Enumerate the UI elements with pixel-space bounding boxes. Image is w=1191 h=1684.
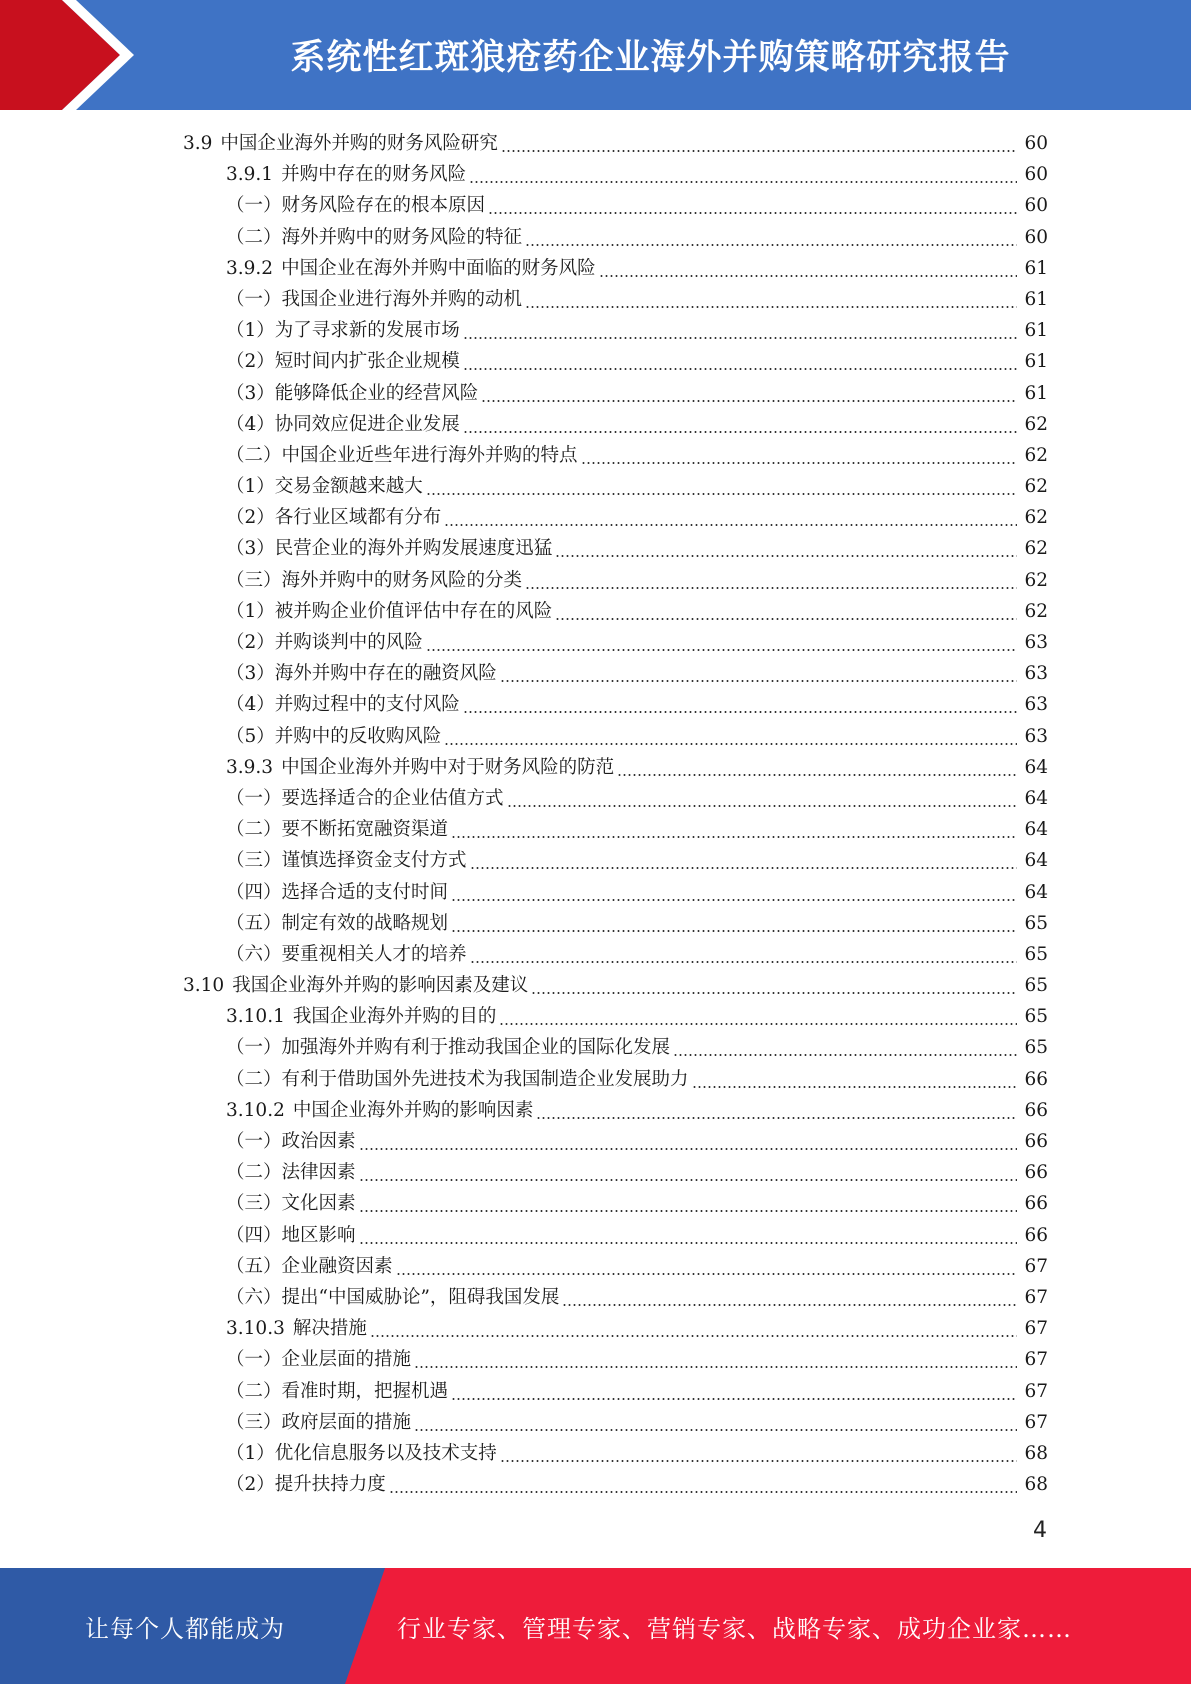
toc-entry-page: 61 — [1024, 257, 1048, 279]
toc-entry[interactable] — [0, 1313, 1191, 1344]
toc-entry[interactable] — [0, 565, 1191, 596]
toc-entry-page: 65 — [1024, 943, 1048, 965]
toc-entry-label: （五）制定有效的战略规划 — [226, 912, 449, 934]
toc-entry-title — [226, 409, 463, 440]
toc-entry[interactable] — [0, 596, 1191, 627]
toc-entry[interactable] — [0, 814, 1191, 845]
toc-entry-page: 65 — [1024, 1037, 1048, 1059]
toc-entry-title — [226, 1344, 414, 1375]
toc-entry-title — [226, 1438, 500, 1469]
dot-leader — [414, 1407, 1017, 1438]
dot-leader — [525, 222, 1017, 253]
toc-entry[interactable] — [0, 1064, 1191, 1095]
toc-entry-page: 66 — [1024, 1099, 1048, 1121]
toc-entry[interactable] — [0, 190, 1191, 221]
toc-entry-title — [226, 1064, 692, 1095]
toc-entry-page: 67 — [1024, 1318, 1048, 1340]
toc-entry-label: （二）看准时期，把握机遇 — [226, 1380, 449, 1402]
dot-leader — [581, 440, 1017, 471]
toc-entry[interactable] — [0, 1282, 1191, 1313]
toc-entry-title — [226, 908, 451, 939]
dot-leader — [463, 409, 1017, 440]
toc-entry-page: 64 — [1024, 850, 1048, 872]
toc-entry-title — [226, 783, 507, 814]
toc-entry[interactable] — [0, 1251, 1191, 1282]
dot-leader — [617, 752, 1017, 783]
toc-entry-title — [226, 222, 525, 253]
toc-entry[interactable] — [0, 689, 1191, 720]
toc-entry-label: （二）法律因素 — [226, 1162, 356, 1184]
toc-entry-label: （5）并购中的反收购风险 — [226, 725, 442, 747]
dot-leader — [555, 596, 1017, 627]
dot-leader — [507, 783, 1017, 814]
toc-entry-title — [226, 1407, 414, 1438]
toc-entry-page: 64 — [1024, 787, 1048, 809]
toc-entry-label: （六）要重视相关人才的培养 — [226, 943, 467, 965]
toc-entry-page: 66 — [1024, 1224, 1048, 1246]
dot-leader — [500, 658, 1017, 689]
toc-entry[interactable] — [0, 378, 1191, 409]
toc-entry-label: 中国企业在海外并购中面临的财务风险 — [281, 257, 596, 279]
toc-entry-label: （三）文化因素 — [226, 1193, 356, 1215]
toc-entry[interactable] — [0, 1126, 1191, 1157]
dot-leader — [463, 315, 1017, 346]
toc-entry-title — [226, 596, 555, 627]
toc-entry-title — [226, 1032, 673, 1063]
toc-entry-title — [226, 315, 463, 346]
dot-leader — [531, 970, 1017, 1001]
toc-entry-label: （2）各行业区域都有分布 — [226, 507, 442, 529]
toc-entry[interactable] — [0, 1344, 1191, 1375]
toc-entry-page: 64 — [1024, 756, 1048, 778]
toc-entry-label: （4）并购过程中的支付风险 — [226, 694, 460, 716]
table-of-contents — [0, 128, 1191, 1500]
toc-entry-title — [226, 440, 581, 471]
toc-entry-label: （3）能够降低企业的经营风险 — [226, 382, 479, 404]
toc-entry-title — [226, 1188, 359, 1219]
toc-entry-label: （一）财务风险存在的根本原因 — [226, 195, 486, 217]
toc-entry-title — [226, 346, 463, 377]
toc-entry[interactable] — [0, 1157, 1191, 1188]
toc-entry[interactable] — [0, 315, 1191, 346]
toc-entry-page: 61 — [1024, 351, 1048, 373]
toc-entry[interactable] — [0, 1188, 1191, 1219]
toc-entry-page: 61 — [1024, 320, 1048, 342]
toc-entry-page: 68 — [1024, 1474, 1048, 1496]
toc-entry-number: 3.10 — [183, 975, 225, 997]
toc-entry[interactable] — [0, 1001, 1191, 1032]
toc-entry-page: 66 — [1024, 1131, 1048, 1152]
toc-entry-title — [226, 814, 451, 845]
dot-leader — [444, 721, 1017, 752]
toc-entry-label: （1）优化信息服务以及技术支持 — [226, 1442, 497, 1464]
toc-entry-title — [226, 471, 426, 502]
report-title: 系统性红斑狼疮药企业海外并购策略研究报告 — [290, 38, 1011, 78]
page-number: 4 — [1033, 1518, 1047, 1543]
dot-leader — [451, 908, 1017, 939]
toc-entry-label: 中国企业海外并购的财务风险研究 — [220, 133, 498, 154]
toc-entry-title — [226, 190, 488, 221]
toc-entry[interactable] — [0, 1095, 1191, 1126]
toc-entry-title — [226, 939, 470, 970]
toc-entry[interactable] — [0, 1032, 1191, 1063]
toc-entry[interactable] — [0, 1469, 1191, 1500]
dot-leader — [444, 502, 1017, 533]
toc-entry-label: 并购中存在的财务风险 — [281, 164, 467, 186]
dot-leader — [673, 1032, 1017, 1063]
toc-entry[interactable] — [0, 939, 1191, 970]
dot-leader — [525, 284, 1017, 315]
toc-entry-title — [226, 565, 525, 596]
toc-entry-label: （三）谨慎选择资金支付方式 — [226, 850, 467, 872]
toc-entry-page: 67 — [1024, 1255, 1048, 1277]
toc-entry[interactable] — [0, 159, 1191, 190]
toc-entry[interactable] — [0, 533, 1191, 564]
dot-leader — [481, 378, 1017, 409]
footer-slogan-right: 行业专家、管理专家、营销专家、战略专家、成功企业家…… — [397, 1614, 1072, 1643]
toc-entry-number: 3.10.3 — [226, 1318, 285, 1340]
dot-leader — [463, 346, 1017, 377]
toc-entry[interactable] — [0, 1220, 1191, 1251]
toc-entry-page: 65 — [1024, 975, 1048, 997]
toc-entry-number: 3.9.2 — [226, 257, 274, 279]
toc-entry-label: （3）民营企业的海外并购发展速度迅猛 — [226, 538, 553, 560]
toc-entry-page: 63 — [1024, 632, 1048, 653]
toc-entry-number: 3.9 — [183, 133, 213, 154]
dot-leader — [359, 1157, 1017, 1188]
toc-entry[interactable] — [0, 253, 1191, 284]
toc-entry-label: （一）企业层面的措施 — [226, 1349, 412, 1371]
toc-entry[interactable] — [0, 409, 1191, 440]
toc-entry-page: 65 — [1024, 912, 1048, 934]
dot-leader — [525, 565, 1017, 596]
toc-entry[interactable] — [0, 471, 1191, 502]
toc-entry-label: （二）海外并购中的财务风险的特征 — [226, 226, 523, 248]
toc-entry-page: 62 — [1024, 600, 1048, 622]
toc-entry-title — [226, 1469, 389, 1500]
toc-entry-page: 64 — [1024, 881, 1048, 903]
toc-entry[interactable] — [0, 1407, 1191, 1438]
toc-entry-page: 66 — [1024, 1193, 1048, 1215]
dot-leader — [414, 1344, 1017, 1375]
toc-entry-page: 61 — [1024, 288, 1048, 310]
toc-entry-label: （1）交易金额越来越大 — [226, 476, 423, 498]
toc-entry-title — [226, 689, 463, 720]
toc-entry-page: 65 — [1024, 1006, 1048, 1028]
toc-entry-number: 3.10.1 — [226, 1006, 285, 1028]
toc-entry-page: 67 — [1024, 1286, 1048, 1308]
footer-slogan-left: 让每个人都能成为 — [85, 1614, 285, 1643]
header-banner — [0, 0, 1191, 110]
dot-leader — [463, 689, 1017, 720]
toc-entry[interactable] — [0, 222, 1191, 253]
dot-leader — [562, 1282, 1017, 1313]
toc-entry[interactable] — [0, 783, 1191, 814]
toc-entry-title — [226, 1220, 359, 1251]
toc-entry-label: （一）政治因素 — [226, 1131, 356, 1152]
toc-entry-label: （五）企业融资因素 — [226, 1255, 393, 1277]
toc-entry-label: （2）提升扶持力度 — [226, 1474, 386, 1496]
toc-entry-title — [226, 1001, 499, 1032]
toc-entry-label: 中国企业海外并购的影响因素 — [292, 1099, 534, 1121]
toc-entry-page: 66 — [1024, 1162, 1048, 1184]
footer-banner — [0, 1568, 1191, 1684]
dot-leader — [599, 253, 1017, 284]
toc-entry-page: 67 — [1024, 1411, 1048, 1433]
dot-leader — [470, 845, 1017, 876]
toc-entry-page: 62 — [1024, 569, 1048, 591]
dot-leader — [499, 1001, 1017, 1032]
toc-entry[interactable] — [0, 1376, 1191, 1407]
dot-leader — [470, 939, 1017, 970]
toc-entry[interactable] — [0, 627, 1191, 658]
toc-entry[interactable] — [0, 284, 1191, 315]
toc-entry-title — [226, 1376, 451, 1407]
toc-entry-page: 64 — [1024, 819, 1048, 841]
toc-entry-page: 63 — [1024, 725, 1048, 747]
toc-entry[interactable] — [0, 502, 1191, 533]
toc-entry-page: 61 — [1024, 382, 1048, 404]
toc-entry-label: （六）提出“中国威胁论”，阻碍我国发展 — [226, 1286, 560, 1308]
dot-leader — [359, 1220, 1017, 1251]
toc-entry-label: （4）协同效应促进企业发展 — [226, 413, 460, 435]
dot-leader — [389, 1469, 1017, 1500]
toc-entry-title — [226, 533, 555, 564]
toc-entry-page: 63 — [1024, 694, 1048, 716]
dot-leader — [500, 1438, 1017, 1469]
toc-entry-number: 3.9.3 — [226, 756, 274, 778]
toc-entry-title — [183, 128, 501, 159]
toc-entry-title — [226, 378, 481, 409]
dot-leader — [426, 627, 1017, 658]
toc-entry-label: （三）海外并购中的财务风险的分类 — [226, 569, 523, 591]
toc-entry-title — [226, 1157, 359, 1188]
toc-entry[interactable] — [0, 658, 1191, 689]
toc-entry[interactable] — [0, 440, 1191, 471]
toc-entry-page: 60 — [1024, 164, 1048, 186]
toc-entry-page: 62 — [1024, 444, 1048, 466]
toc-entry-page: 60 — [1024, 226, 1048, 248]
toc-entry-label: （1）为了寻求新的发展市场 — [226, 320, 460, 342]
toc-entry[interactable] — [0, 970, 1191, 1001]
toc-entry-title — [226, 502, 444, 533]
toc-entry[interactable] — [0, 908, 1191, 939]
toc-entry-title — [183, 970, 531, 1001]
dot-leader — [451, 814, 1017, 845]
toc-entry-page: 67 — [1024, 1380, 1048, 1402]
toc-entry-label: （二）有利于借助国外先进技术为我国制造企业发展助力 — [226, 1068, 689, 1090]
dot-leader — [536, 1095, 1017, 1126]
toc-entry-title — [226, 721, 444, 752]
toc-entry-title — [226, 253, 599, 284]
dot-leader — [396, 1251, 1017, 1282]
dot-leader — [488, 190, 1017, 221]
toc-entry-page: 62 — [1024, 413, 1048, 435]
toc-entry-label: （二）要不断拓宽融资渠道 — [226, 819, 449, 841]
toc-entry[interactable] — [0, 346, 1191, 377]
toc-entry-label: 我国企业海外并购的影响因素及建议 — [232, 975, 529, 997]
toc-entry-title — [226, 1126, 359, 1157]
toc-entry-label: （1）被并购企业价值评估中存在的风险 — [226, 600, 553, 622]
dot-leader — [451, 1376, 1017, 1407]
dot-leader — [555, 533, 1017, 564]
toc-entry-label: （一）要选择适合的企业估值方式 — [226, 787, 504, 809]
toc-entry-number: 3.9.1 — [226, 164, 274, 186]
dot-leader — [426, 471, 1017, 502]
toc-entry-page: 62 — [1024, 476, 1048, 498]
header-red-chevron — [0, 0, 150, 110]
toc-entry-title — [226, 284, 525, 315]
toc-entry-label: （二）中国企业近些年进行海外并购的特点 — [226, 444, 578, 466]
toc-entry-title — [226, 1095, 536, 1126]
toc-entry-label: （3）海外并购中存在的融资风险 — [226, 663, 497, 685]
toc-entry-page: 60 — [1024, 195, 1048, 217]
dot-leader — [469, 159, 1017, 190]
toc-entry-title — [226, 658, 500, 689]
toc-entry-title — [226, 159, 469, 190]
toc-entry[interactable] — [0, 128, 1191, 159]
toc-entry-label: （一）我国企业进行海外并购的动机 — [226, 288, 523, 310]
toc-entry-page: 63 — [1024, 663, 1048, 685]
toc-entry-title — [226, 845, 470, 876]
toc-entry-page: 67 — [1024, 1349, 1048, 1371]
dot-leader — [692, 1064, 1017, 1095]
toc-entry-title — [226, 627, 426, 658]
toc-entry-label: （三）政府层面的措施 — [226, 1411, 412, 1433]
dot-leader — [501, 128, 1017, 159]
toc-entry-label: （一）加强海外并购有利于推动我国企业的国际化发展 — [226, 1037, 671, 1059]
toc-entry-label: （2）短时间内扩张企业规模 — [226, 351, 460, 373]
toc-entry-page: 68 — [1024, 1442, 1048, 1464]
toc-entry[interactable] — [0, 845, 1191, 876]
toc-entry-title — [226, 1282, 562, 1313]
toc-entry-page: 66 — [1024, 1068, 1048, 1090]
dot-leader — [359, 1126, 1017, 1157]
toc-entry-label: （四）选择合适的支付时间 — [226, 881, 449, 903]
toc-entry-title — [226, 1313, 370, 1344]
toc-entry[interactable] — [0, 877, 1191, 908]
toc-entry-title — [226, 752, 617, 783]
dot-leader — [451, 877, 1017, 908]
dot-leader — [359, 1188, 1017, 1219]
toc-entry-label: （四）地区影响 — [226, 1224, 356, 1246]
toc-entry-label: 我国企业海外并购的目的 — [292, 1006, 497, 1028]
toc-entry-label: 中国企业海外并购中对于财务风险的防范 — [281, 756, 615, 778]
toc-entry-title — [226, 877, 451, 908]
toc-entry[interactable] — [0, 721, 1191, 752]
toc-entry[interactable] — [0, 752, 1191, 783]
toc-entry-page: 62 — [1024, 538, 1048, 560]
toc-entry-number: 3.10.2 — [226, 1099, 285, 1121]
toc-entry-title — [226, 1251, 396, 1282]
toc-entry-label: 解决措施 — [292, 1318, 367, 1340]
toc-entry-page: 62 — [1024, 507, 1048, 529]
toc-entry-label: （2）并购谈判中的风险 — [226, 632, 423, 653]
toc-entry-page: 60 — [1024, 133, 1048, 154]
dot-leader — [370, 1313, 1017, 1344]
toc-entry[interactable] — [0, 1438, 1191, 1469]
